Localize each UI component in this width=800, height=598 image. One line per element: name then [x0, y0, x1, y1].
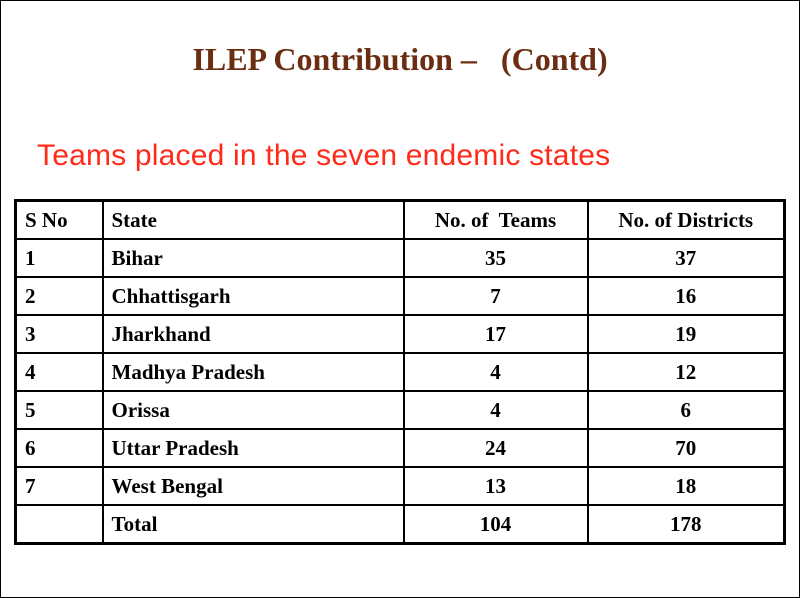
total-districts: 178	[588, 505, 785, 544]
cell-sno: 5	[16, 391, 103, 429]
table-row	[16, 467, 785, 505]
cell-districts: 70	[588, 429, 785, 467]
cell-sno: 2	[16, 277, 103, 315]
cell-sno: 6	[16, 429, 103, 467]
table-row	[16, 429, 785, 467]
cell-state: Madhya Pradesh	[103, 353, 404, 391]
table-total-row	[16, 505, 785, 544]
table-row	[16, 239, 785, 277]
cell-state: Orissa	[103, 391, 404, 429]
cell-teams: 4	[404, 353, 588, 391]
slide-subtitle: Teams placed in the seven endemic states	[37, 139, 611, 172]
cell-state: West Bengal	[103, 467, 404, 505]
cell-teams: 7	[404, 277, 588, 315]
cell-sno: 1	[16, 239, 103, 277]
cell-districts: 37	[588, 239, 785, 277]
header-sno: S No	[16, 201, 103, 240]
cell-teams: 24	[404, 429, 588, 467]
total-teams: 104	[404, 505, 588, 544]
total-sno	[16, 505, 103, 544]
cell-state: Bihar	[103, 239, 404, 277]
cell-districts: 12	[588, 353, 785, 391]
cell-teams: 13	[404, 467, 588, 505]
header-state: State	[103, 201, 404, 240]
cell-state: Chhattisgarh	[103, 277, 404, 315]
teams-table	[14, 199, 786, 545]
cell-sno: 4	[16, 353, 103, 391]
cell-teams: 35	[404, 239, 588, 277]
cell-state: Uttar Pradesh	[103, 429, 404, 467]
cell-sno: 3	[16, 315, 103, 353]
table-row	[16, 315, 785, 353]
table-row	[16, 353, 785, 391]
cell-state: Jharkhand	[103, 315, 404, 353]
total-label: Total	[103, 505, 404, 544]
header-districts: No. of Districts	[588, 201, 785, 240]
cell-teams: 4	[404, 391, 588, 429]
cell-teams: 17	[404, 315, 588, 353]
slide-title: ILEP Contribution – (Contd)	[192, 41, 608, 77]
table-row	[16, 391, 785, 429]
cell-sno: 7	[16, 467, 103, 505]
cell-districts: 19	[588, 315, 785, 353]
header-teams: No. of Teams	[404, 201, 588, 240]
table-header-row	[16, 201, 785, 240]
cell-districts: 6	[588, 391, 785, 429]
cell-districts: 16	[588, 277, 785, 315]
cell-districts: 18	[588, 467, 785, 505]
table-row	[16, 277, 785, 315]
